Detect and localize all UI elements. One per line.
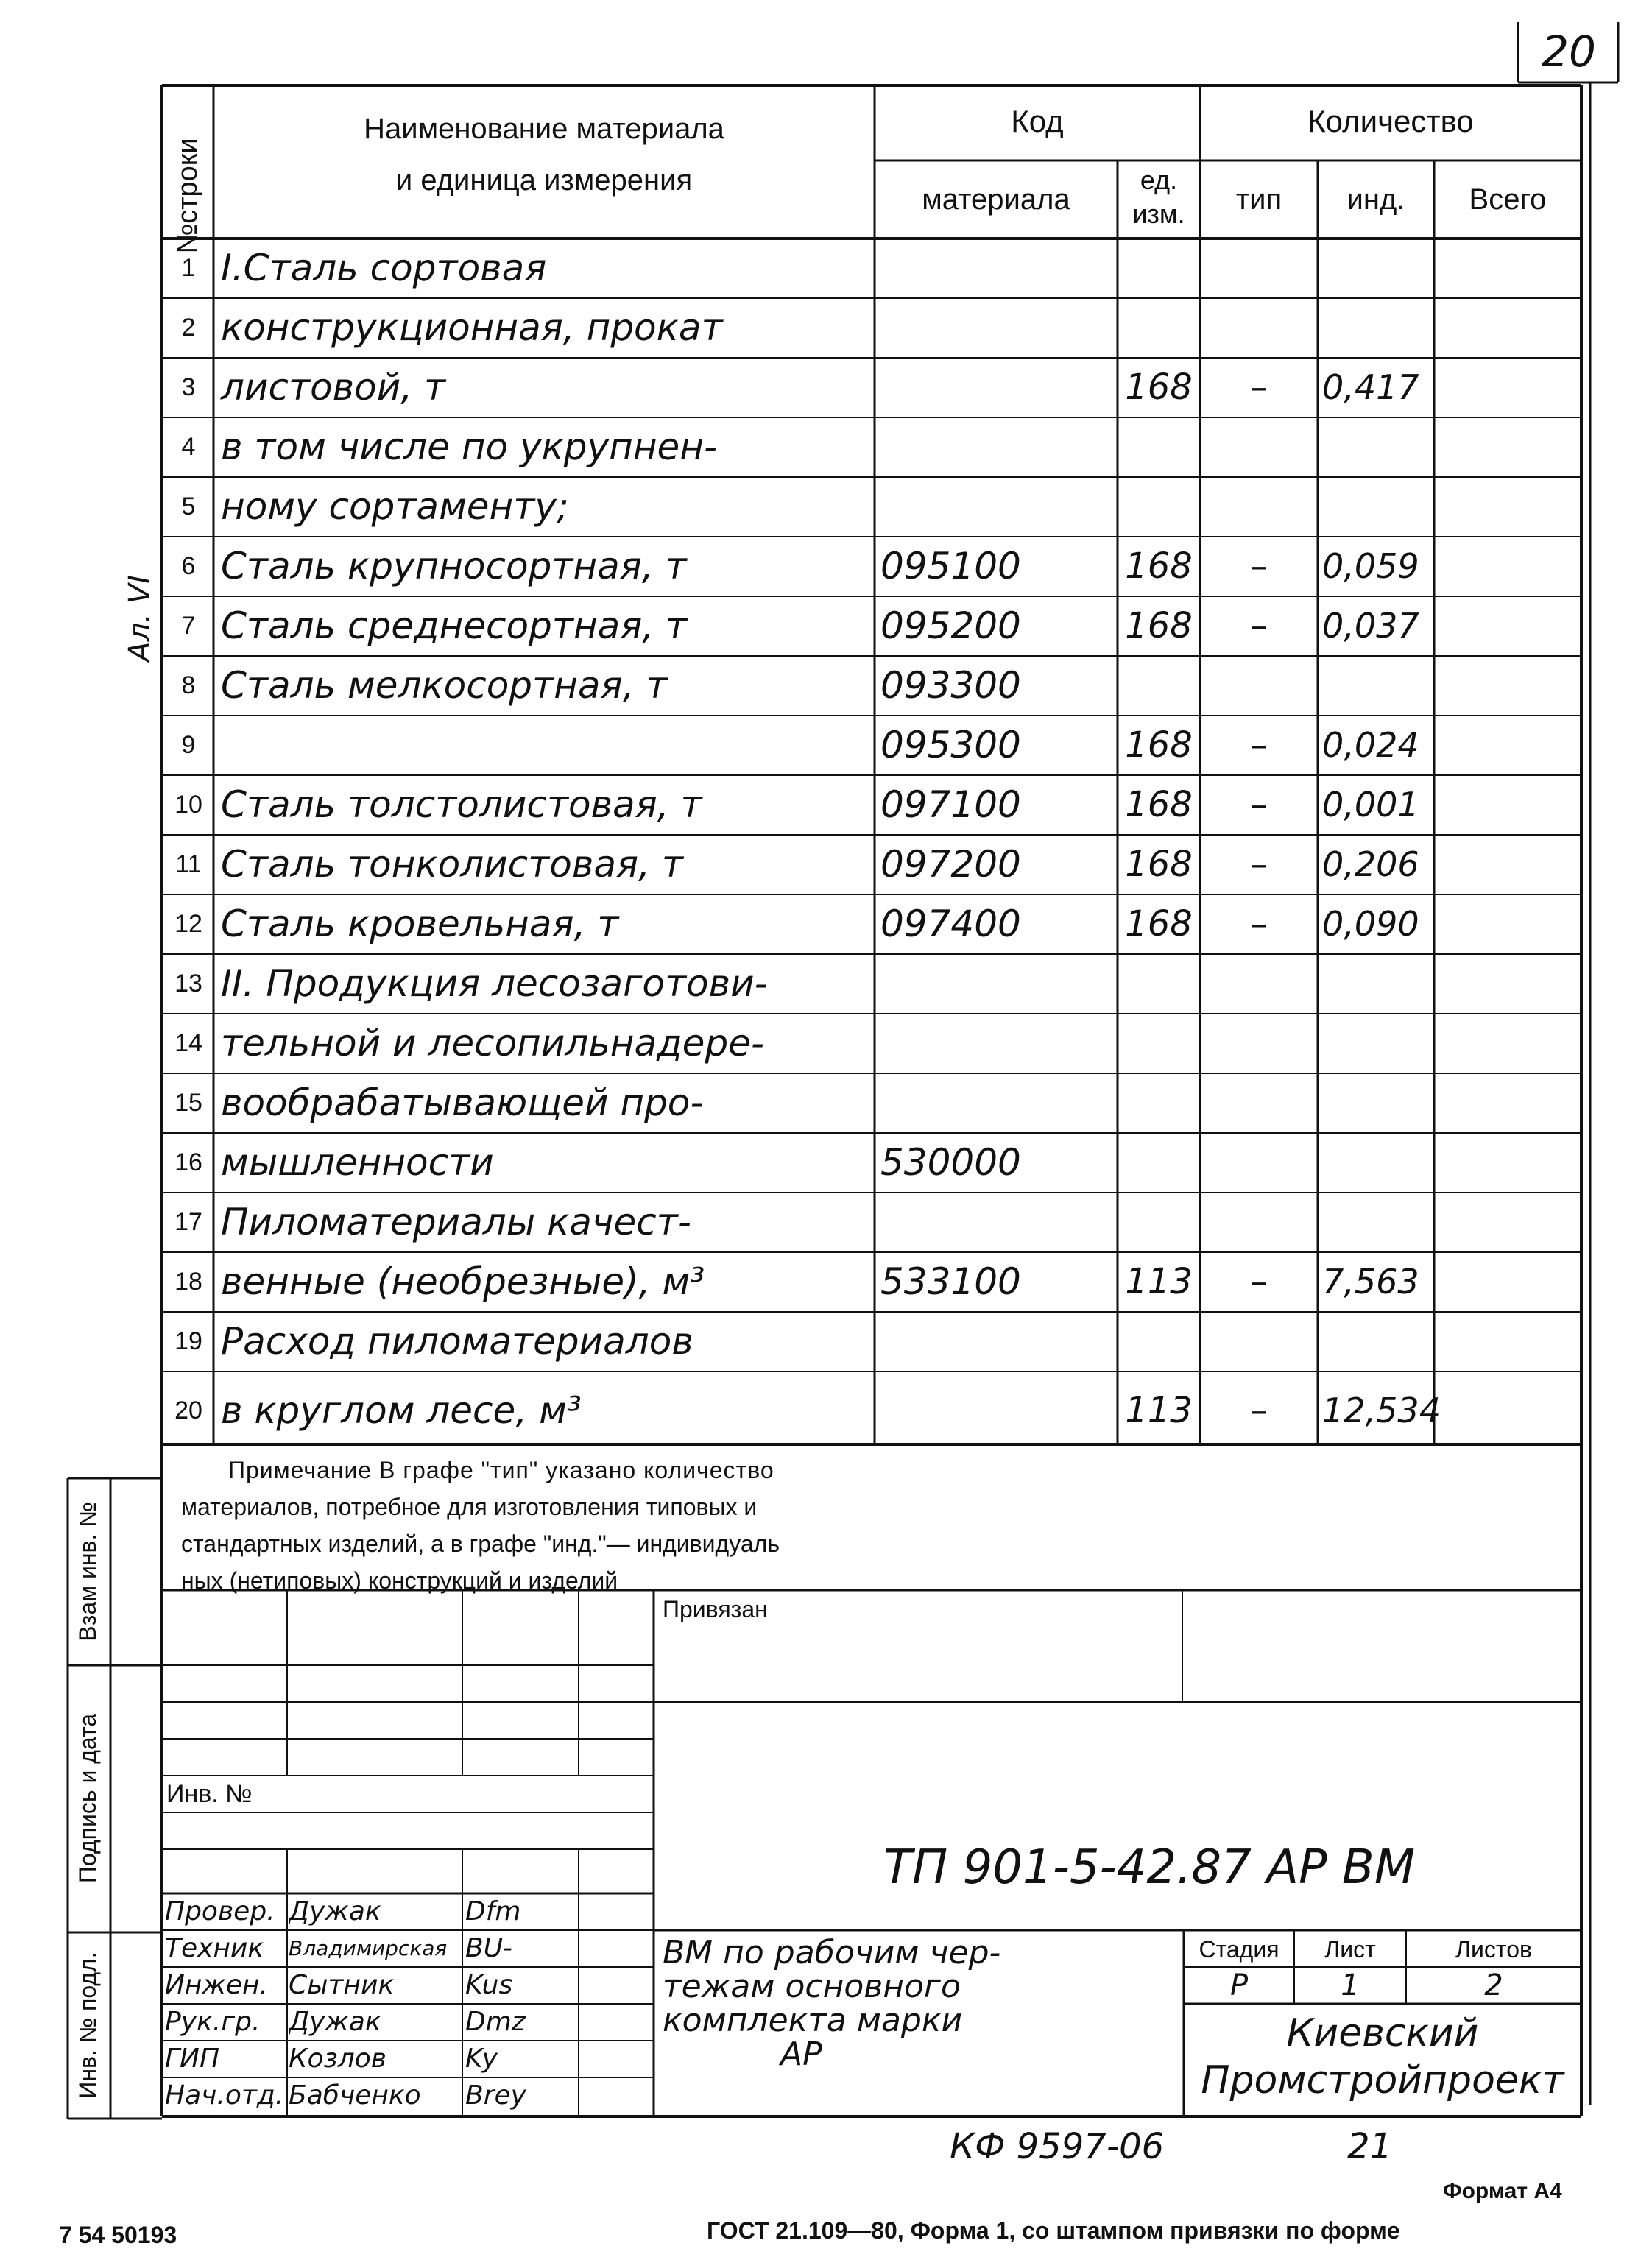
cell-code [880, 417, 1116, 477]
cell-code [880, 358, 1116, 417]
cell-unit [1120, 1014, 1197, 1073]
cell-n: 4 [181, 433, 196, 461]
cell-n: 13 [174, 970, 202, 997]
signer-sign: BU- [465, 1933, 513, 1963]
cell-type: – [1250, 903, 1268, 944]
organization-line2: Промстройпроект [1201, 2058, 1564, 2102]
cell-ind [1322, 954, 1433, 1014]
cell-type [1203, 1014, 1315, 1073]
cell-ind [1322, 1014, 1433, 1073]
cell-type: – [1250, 367, 1268, 408]
stamp-title [663, 1936, 1000, 2072]
cell-n: 7 [181, 612, 196, 640]
cell-type: – [1250, 605, 1268, 646]
type-header: тип [1235, 183, 1282, 216]
signer-role: Техник [165, 1933, 264, 1963]
cell-unit [1120, 239, 1197, 298]
cell-total [1437, 298, 1578, 358]
row-number-header: №строки [172, 138, 203, 254]
cell-n: 15 [174, 1089, 202, 1117]
stage-label: Стадия [1199, 1936, 1279, 1963]
cell-name [221, 716, 873, 775]
signer-name: Владимирская [289, 1936, 448, 1960]
cell-name: мышленности [221, 1141, 494, 1184]
cell-type: – [1250, 784, 1268, 825]
stamp-title-line3: комплекта марки [663, 2002, 963, 2039]
cell-type [1203, 1193, 1315, 1252]
cell-total [1437, 1014, 1578, 1073]
cell-name: в круглом лесе, м³ [221, 1389, 582, 1432]
cell-n: 1 [181, 254, 196, 282]
cell-code [880, 1193, 1116, 1252]
cell-total [1437, 417, 1578, 477]
quantity-group-header: Количество [1307, 104, 1474, 138]
cell-name: вообрабатывающей про- [221, 1081, 704, 1124]
cell-type: – [1250, 1390, 1268, 1431]
cell-code [880, 1377, 1116, 1444]
cell-unit: 168 [1125, 724, 1193, 766]
cell-total [1437, 537, 1578, 596]
stamp-title-line4: АР [780, 2035, 822, 2073]
cell-n: 16 [174, 1148, 202, 1176]
cell-name: Сталь среднесортная, т [221, 604, 688, 647]
cell-n: 12 [174, 910, 202, 938]
code-material-header: материала [922, 183, 1070, 216]
cell-ind: 0,037 [1322, 606, 1419, 646]
privyazan-label: Привязан [663, 1596, 768, 1622]
signer-sign: Dmz [465, 2007, 526, 2037]
signer-sign: Brey [465, 2080, 526, 2111]
cell-unit: 168 [1125, 545, 1193, 587]
cell-n: 10 [174, 791, 202, 819]
document-code: ТП 901-5-42.87 АР ВМ [883, 1840, 1416, 1895]
cell-total [1437, 954, 1578, 1014]
note-line-3: стандартных изделий, а в графе "инд."— индивидуаль [181, 1530, 780, 1557]
cell-code: 097200 [880, 843, 1021, 886]
inv-no-label: Инв. № [166, 1780, 253, 1808]
cell-total [1437, 596, 1578, 656]
organization-line1: Киевский [1286, 2011, 1479, 2055]
cell-ind: 7,563 [1322, 1262, 1419, 1302]
cell-code [880, 239, 1116, 298]
kf-number: КФ 9597-06 [950, 2126, 1165, 2167]
cell-type [1203, 417, 1315, 477]
cell-name: конструкционная, прокат [221, 306, 723, 349]
cell-n: 9 [181, 731, 196, 759]
cell-total [1437, 1312, 1578, 1371]
cell-n: 6 [181, 552, 196, 580]
cell-total [1437, 1377, 1578, 1444]
signer-role: ГИП [165, 2044, 220, 2074]
cell-unit [1120, 298, 1197, 358]
stamp-title-line1: ВМ по рабочим чер- [663, 1934, 1001, 1971]
cell-code: 530000 [880, 1141, 1021, 1184]
cell-name: в том числе по укрупнен- [221, 425, 717, 468]
cell-unit [1120, 954, 1197, 1014]
cell-total [1437, 1252, 1578, 1312]
cell-ind [1322, 1073, 1433, 1133]
cell-unit [1120, 1193, 1197, 1252]
cell-unit [1120, 1312, 1197, 1371]
signer-name: Бабченко [289, 2080, 421, 2111]
cell-type [1203, 477, 1315, 537]
cell-unit: 168 [1125, 784, 1193, 825]
page-count: 21 [1347, 2126, 1393, 2167]
cell-ind: 0,024 [1322, 725, 1419, 765]
cell-unit: 168 [1125, 367, 1193, 408]
cell-ind: 12,534 [1322, 1391, 1441, 1430]
cell-code: 097400 [880, 903, 1021, 945]
stage-value: Р [1229, 1968, 1249, 2002]
cell-ind [1322, 298, 1433, 358]
cell-ind: 0,001 [1322, 785, 1419, 824]
cell-type [1203, 656, 1315, 716]
cell-type [1203, 1312, 1315, 1371]
unit-header [1119, 163, 1199, 231]
cell-code: 097100 [880, 783, 1021, 826]
cell-name: венные (необрезные), м³ [221, 1260, 705, 1303]
cell-ind [1322, 1133, 1433, 1193]
cell-code [880, 477, 1116, 537]
stamp-title-line2: тежам основного [663, 1968, 961, 2005]
cell-ind: 0,090 [1322, 904, 1419, 944]
sheet-value: 1 [1341, 1968, 1360, 2002]
cell-n: 5 [181, 492, 196, 520]
cell-type [1203, 298, 1315, 358]
signer-sign: Dfm [465, 1896, 521, 1927]
cell-total [1437, 656, 1578, 716]
name-header-line1: Наименование материала [364, 113, 724, 145]
code-group-header: Код [1011, 104, 1064, 138]
cell-code: 095100 [880, 545, 1021, 587]
signer-sign: Kus [465, 1970, 513, 2000]
cell-name: Сталь крупносортная, т [221, 545, 687, 587]
cell-total [1437, 894, 1578, 954]
cell-code [880, 298, 1116, 358]
cell-ind: 0,417 [1322, 367, 1419, 407]
cell-total [1437, 835, 1578, 894]
vzam-inv-label: Взам инв. № [74, 1502, 101, 1642]
cell-code [880, 1073, 1116, 1133]
cell-n: 8 [181, 671, 196, 699]
cell-n: 14 [174, 1029, 202, 1057]
cell-name: листовой, т [221, 366, 446, 409]
cell-total [1437, 477, 1578, 537]
cell-n: 20 [174, 1396, 202, 1424]
page-number: 20 [1542, 27, 1596, 77]
inv-podl-label: Инв. № подл. [74, 1952, 101, 2099]
sheets-label: Листов [1455, 1936, 1532, 1963]
cell-name: Пиломатериалы качест- [221, 1201, 691, 1243]
cell-unit: 168 [1125, 844, 1193, 885]
cell-unit [1120, 477, 1197, 537]
cell-code: 093300 [880, 664, 1021, 707]
cell-type [1203, 954, 1315, 1014]
cell-n: 19 [174, 1327, 202, 1355]
organization-name [1185, 2010, 1580, 2104]
cell-type: – [1250, 724, 1268, 766]
cell-name: Сталь мелкосортная, т [221, 664, 668, 707]
left-code: 7 54 50193 [59, 2222, 177, 2248]
cell-type [1203, 239, 1315, 298]
ind-header: инд. [1346, 183, 1405, 216]
signer-role: Рук.гр. [165, 2007, 261, 2037]
cell-n: 18 [174, 1268, 202, 1296]
signer-name: Дужак [289, 2007, 381, 2037]
cell-n: 11 [175, 850, 202, 878]
cell-code: 533100 [880, 1260, 1021, 1303]
sheet-label: Лист [1324, 1936, 1376, 1963]
signer-name: Сытник [289, 1970, 395, 2000]
cell-ind: 0,206 [1322, 844, 1419, 884]
cell-ind [1322, 239, 1433, 298]
cell-name: тельной и лесопильнадере- [221, 1022, 764, 1064]
signer-role: Нач.отд. [165, 2080, 284, 2111]
cell-ind [1322, 417, 1433, 477]
cell-unit [1120, 1073, 1197, 1133]
cell-total [1437, 1073, 1578, 1133]
cell-type: – [1250, 844, 1268, 885]
cell-type: – [1250, 1261, 1268, 1302]
note-line-4: ных (нетиповых) конструкций и изделий [181, 1567, 618, 1594]
unit-header-line1: ед. [1140, 165, 1178, 195]
cell-name: Сталь кровельная, т [221, 903, 619, 945]
note-line-1: Примечание В графе "тип" указано количество [228, 1457, 774, 1483]
note-block [181, 1452, 780, 1599]
cell-name: II. Продукция лесозаготови- [221, 962, 768, 1005]
note-line-2: материалов, потребное для изготовления типовых и [181, 1494, 758, 1520]
cell-code [880, 954, 1116, 1014]
cell-n: 17 [174, 1208, 202, 1236]
name-column-header [215, 103, 873, 206]
cell-name: ному сортаменту; [221, 485, 569, 528]
cell-n: 2 [181, 314, 196, 342]
unit-header-line2: изм. [1132, 199, 1185, 229]
cell-unit: 168 [1125, 903, 1193, 944]
signer-name: Дужак [289, 1896, 381, 1927]
name-header-line2: и единица измерения [395, 164, 693, 197]
cell-code: 095300 [880, 724, 1021, 766]
cell-name: Сталь тонколистовая, т [221, 843, 683, 886]
cell-total [1437, 775, 1578, 835]
cell-total [1437, 358, 1578, 417]
cell-ind: 0,059 [1322, 546, 1419, 586]
cell-type: – [1250, 545, 1268, 587]
cell-total [1437, 1193, 1578, 1252]
cell-unit [1120, 417, 1197, 477]
cell-unit: 168 [1125, 605, 1193, 646]
cell-code: 095200 [880, 604, 1021, 647]
cell-code [880, 1014, 1116, 1073]
total-header: Всего [1469, 183, 1547, 216]
sheets-value: 2 [1484, 1968, 1503, 2002]
cell-name: I.Сталь сортовая [221, 247, 547, 289]
cell-type [1203, 1133, 1315, 1193]
signer-name: Козлов [289, 2044, 386, 2074]
cell-total [1437, 1133, 1578, 1193]
cell-code [880, 1312, 1116, 1371]
cell-ind [1322, 477, 1433, 537]
cell-unit [1120, 1133, 1197, 1193]
cell-n: 3 [181, 373, 196, 401]
side-mark: Ал. VI [123, 575, 157, 662]
signature-date-label: Подпись и дата [74, 1713, 101, 1884]
cell-name: Расход пиломатериалов [221, 1320, 693, 1363]
signer-role: Инжен. [165, 1970, 269, 2000]
format-label: Формат А4 [1443, 2179, 1562, 2203]
cell-ind [1322, 1312, 1433, 1371]
cell-unit: 113 [1125, 1390, 1193, 1431]
cell-unit [1120, 656, 1197, 716]
cell-total [1437, 239, 1578, 298]
cell-ind [1322, 1193, 1433, 1252]
signer-role: Провер. [165, 1896, 275, 1927]
cell-total [1437, 716, 1578, 775]
cell-ind [1322, 656, 1433, 716]
cell-unit: 113 [1125, 1261, 1193, 1302]
cell-name: Сталь толстолистовая, т [221, 783, 702, 826]
signer-sign: Ky [465, 2044, 498, 2074]
gost-line: ГОСТ 21.109—80, Форма 1, со штампом привязки по форме [707, 2217, 1400, 2244]
cell-type [1203, 1073, 1315, 1133]
